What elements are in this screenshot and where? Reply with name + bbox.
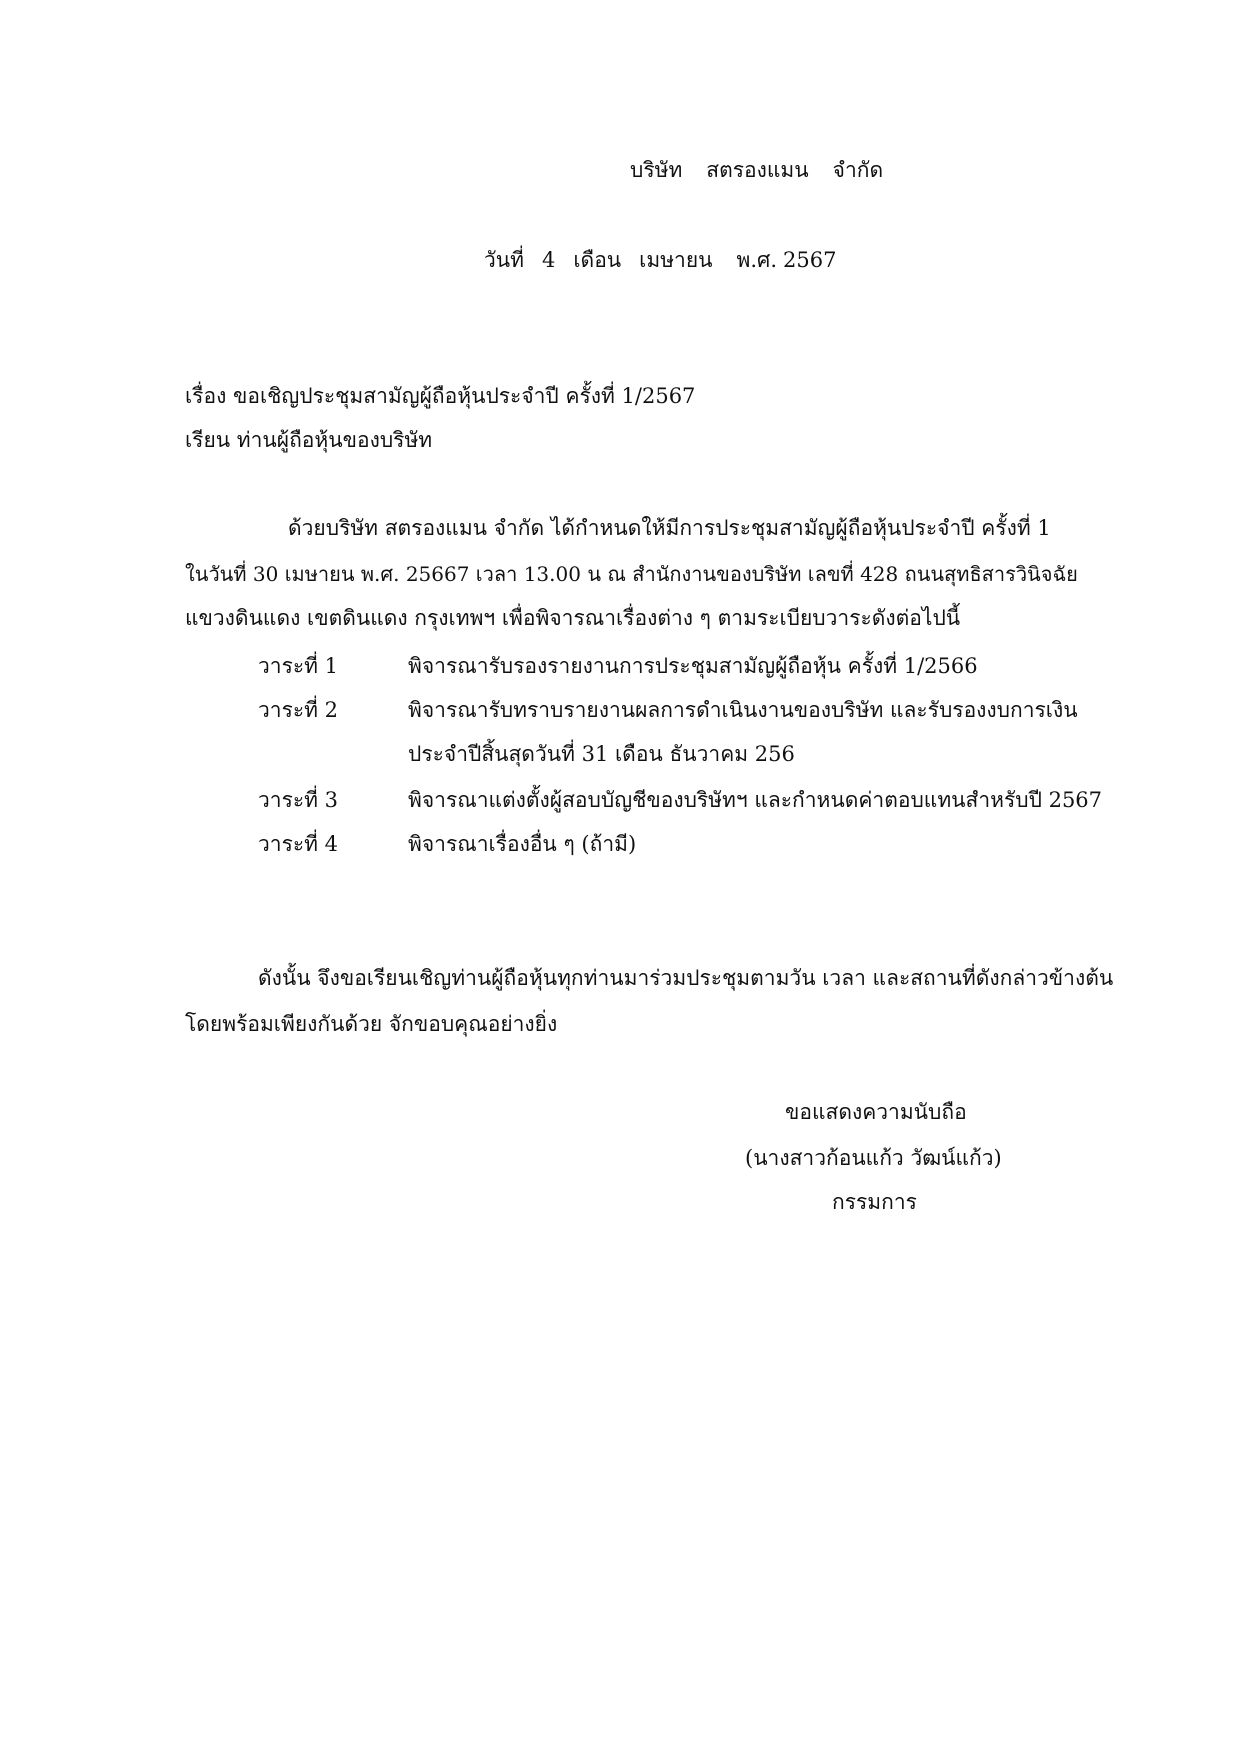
closing-line-1: ดังนั้น จึงขอเรียนเชิญท่านผู้ถือหุ้นทุกท่านมาร่วมประชุมตามวัน เวลา และสถานที่ดังกล่าวข้างต้น: [258, 966, 1114, 990]
agenda-text-2: พิจารณารับทราบรายงานผลการดำเนินงานของบริษัท และรับรองงบการเงิน: [408, 698, 1078, 722]
agenda-text-3: พิจารณาแต่งตั้งผู้สอบบัญชีของบริษัทฯ และกำหนดค่าตอบแทนสำหรับปี 2567: [408, 788, 1103, 812]
recipient-line: เรียน ท่านผู้ถือหุ้นของบริษัท: [185, 428, 433, 452]
signature-title: กรรมการ: [832, 1190, 917, 1214]
agenda-text-4: พิจารณาเรื่องอื่น ๆ (ถ้ามี): [408, 832, 637, 856]
document-date: [484, 250, 836, 271]
date-day: 4: [542, 248, 556, 272]
date-month-label: เดือน: [573, 248, 622, 272]
company-header: [630, 160, 883, 181]
company-prefix: บริษัท: [630, 158, 683, 182]
agenda-label-4: วาระที่ 4: [258, 832, 339, 856]
body-line-2: ในวันที่ 30 เมษายน พ.ศ. 25667 เวลา 13.00 น ณ สำนักงานของบริษัท เลขที่ 428 ถนนสุทธิสารวินิจฉัย: [185, 562, 1078, 586]
agenda-label-1: วาระที่ 1: [258, 654, 339, 678]
company-name: สตรองแมน: [706, 158, 809, 182]
agenda-text-2-cont: ประจำปีสิ้นสุดวันที่ 31 เดือน ธันวาคม 256: [408, 742, 795, 766]
signature-name: (นางสาวก้อนแก้ว วัฒน์แก้ว): [745, 1146, 1002, 1170]
company-suffix: จำกัด: [832, 158, 884, 182]
agenda-label-3: วาระที่ 3: [258, 788, 339, 812]
body-line-1: ด้วยบริษัท สตรองแมน จำกัด ได้กำหนดให้มีการประชุมสามัญผู้ถือหุ้นประจำปี ครั้งที่ 1: [288, 516, 1051, 540]
body-line-3: แขวงดินแดง เขตดินแดง กรุงเทพฯ เพื่อพิจารณาเรื่องต่าง ๆ ตามระเบียบวาระดังต่อไปนี้: [185, 606, 961, 630]
date-year-label: พ.ศ.: [736, 248, 778, 272]
date-day-label: วันที่: [484, 248, 524, 272]
date-month: เมษายน: [639, 248, 713, 272]
date-year: 2567: [783, 248, 837, 272]
subject-line: เรื่อง ขอเชิญประชุมสามัญผู้ถือหุ้นประจำปี ครั้งที่ 1/2567: [185, 384, 696, 408]
agenda-text-1: พิจารณารับรองรายงานการประชุมสามัญผู้ถือหุ้น ครั้งที่ 1/2566: [408, 654, 978, 678]
signature-salutation: ขอแสดงความนับถือ: [785, 1100, 967, 1124]
agenda-label-2: วาระที่ 2: [258, 698, 339, 722]
closing-line-2: โดยพร้อมเพียงกันด้วย จักขอบคุณอย่างยิ่ง: [185, 1012, 558, 1036]
